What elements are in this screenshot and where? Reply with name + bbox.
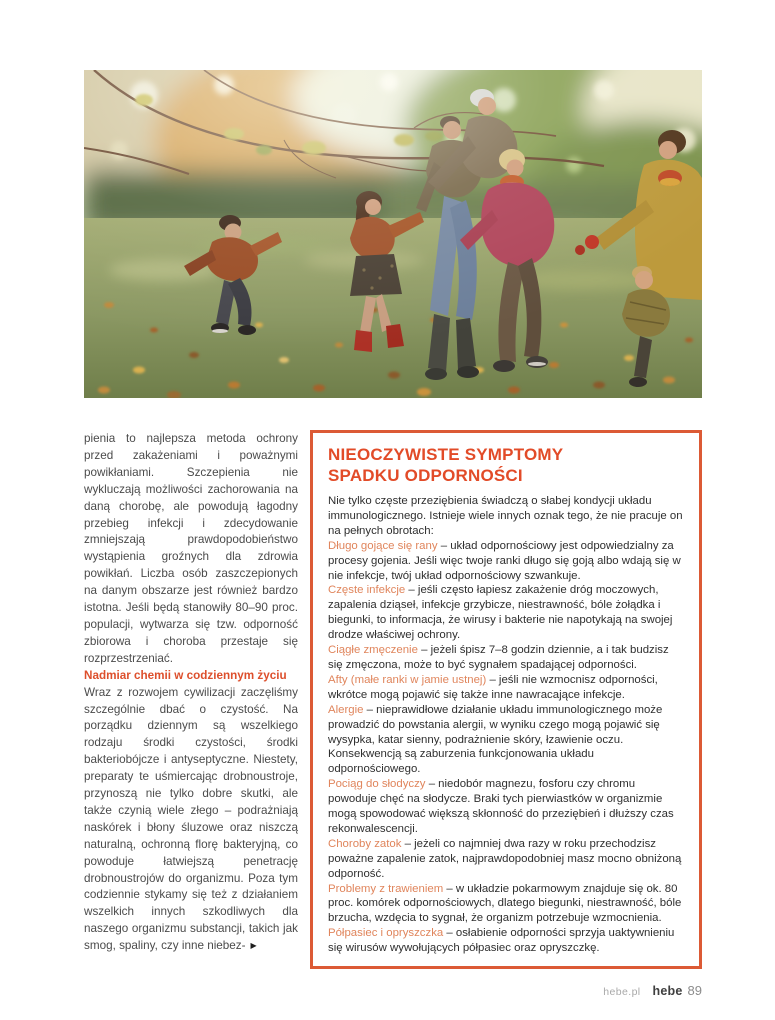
symptom-box-title-line1: NIEOCZYWISTE SYMPTOMY xyxy=(328,445,564,464)
symptom-item xyxy=(328,583,684,643)
symptom-box-title xyxy=(328,445,684,486)
family-photo xyxy=(84,70,702,398)
symptom-description: – nieprawidłowe działanie układu immunologicznego może prowadzić do powstania alergii, w wyniku czego mogą pojawić się wysypka, katar sienny, podrażnienie skóry, łzawienie oczu. Konsekwencją są zaburzenia funkcjonowania układu odpornościowego. xyxy=(328,703,663,776)
symptom-description: – w układzie pokarmowym znajduje się ok. 80 proc. komórek odpornościowych, dlatego biegunki, niestrawność, bóle brzucha, wzdęcia to sygnał, że organizm potrzebuje wzmocnienia. xyxy=(328,882,682,925)
symptom-description: – układ odpornościowy jest odpowiedzialny za procesy gojenia. Jeśli więc twoje ranki długo się goją albo wdają się w nie infekcje, twój układ odpornościowy szwankuje. xyxy=(328,539,681,582)
symptom-item xyxy=(328,882,684,927)
symptom-description: – osłabienie odporności sprzyja uaktywnieniu się wirusów wywołujących półpasiec oraz opryszczkę. xyxy=(328,927,675,955)
symptom-term: Alergie xyxy=(328,703,364,716)
symptom-item xyxy=(328,777,684,837)
symptom-term: Problemy z trawieniem xyxy=(328,882,444,895)
symptom-term: Częste infekcje xyxy=(328,584,406,597)
photo-sunlight-overlay xyxy=(84,70,702,398)
symptom-item xyxy=(328,837,684,882)
symptom-box-title-line2: SPADKU ODPORNOŚCI xyxy=(328,465,523,485)
footer xyxy=(603,983,702,998)
symptom-term: Półpasiec i opryszczka xyxy=(328,927,444,940)
family-photo-illustration xyxy=(84,70,702,398)
symptom-description: – jeżeli śpisz 7–8 godzin dziennie, a i tak budzisz się zmęczona, może to być sygnałem spadającej odporności. xyxy=(328,644,669,671)
symptom-list xyxy=(328,539,684,956)
section-heading: Nadmiar chemii w codziennym życiu xyxy=(84,668,287,682)
symptom-description: – jeśli często łapiesz zakażenie dróg moczowych, zapalenia dziąseł, infekcje grzybicze, niestrawność, bóle żołądka i biegunki, to informacja, że wirusy i bakterie nie napotykają na swojej drodze właściwej ochrony. xyxy=(328,584,673,642)
article-column xyxy=(84,431,298,955)
article-paragraph-2 xyxy=(84,685,298,956)
symptom-description: – niedobór magnezu, fosforu czy chromu powoduje chęć na słodycze. Braki tych pierwiastków w organizmie mogą spowodować większą skłonność do przeziębień i dłuższy czas rekonwalescencji. xyxy=(328,778,674,835)
continuation-arrow-icon: ▶ xyxy=(250,941,257,951)
symptom-item xyxy=(328,703,684,778)
article-paragraph-1: pienia to najlepsza metoda ochrony przed zakażeniami i poważnymi powikłaniami. Szczepienia nie wykluczają możliwości zachorowania na daną chorobę, ale powodują łagodny przebieg infekcji i zdecydowanie zmniejszają prawdopodobieństwo wystąpienia groźnych dla zdrowia powikłań. Liczba osób zaszczepionych na danym obszarze jest również bardzo istotna. Jeśli będą stanowiły 80–90 proc. populacji, wytwarza się tzw. odporność zbiorowa i choroba przestaje się rozprzestrzeniać. xyxy=(84,432,298,665)
symptom-description: – jeżeli co najmniej dwa razy w roku przechodzisz poważne zapalenie zatok, najprawdopodobniej masz mocno obniżoną odporność. xyxy=(328,837,682,880)
article-paragraph-2-text: Wraz z rozwojem cywilizacji zaczęliśmy szczególnie dbać o czystość. Na porządku dziennym są wszelkiego rodzaju środki czystości, środki bakteriobójcze i antyseptyczne. Niestety, preparaty te uśmiercając drobnoustroje, przynoszą nie tylko dobre skutki, ale także czynią wiele złego – podrażniają naskórek i błony śluzowe oraz niszczą naturalną, ochronną florę bakteryjną, co powoduje łatwiejszą penetrację drobnoustrojów do organizmu. Poza tym codziennie stykamy się też z działaniem wszelkich innych szkodliwych dla naszego organizmu substancji, takich jak smog, spaliny, czy inne niebez- xyxy=(84,685,298,953)
symptom-term: Choroby zatok xyxy=(328,837,402,850)
symptom-term: Pociąg do słodyczy xyxy=(328,778,426,791)
symptom-item xyxy=(328,673,684,703)
symptom-term: Afty (małe ranki w jamie ustnej) xyxy=(328,673,487,686)
symptom-item xyxy=(328,539,684,584)
symptom-item xyxy=(328,643,684,673)
symptom-item xyxy=(328,926,684,956)
symptom-box-intro: Nie tylko częste przeziębienia świadczą o słabej kondycji układu immunologicznego. Istnieje wiele innych oznak tego, że nie pracuje on na pełnych obrotach: xyxy=(328,495,683,537)
magazine-logo: hebe xyxy=(652,984,683,998)
symptom-box-body xyxy=(328,494,684,956)
symptom-description: – jeśli nie wzmocnisz odporności, wkrótce mogą pojawić się także inne nawracające infekcje. xyxy=(328,673,658,701)
symptom-term: Ciągłe zmęczenie xyxy=(328,644,418,657)
symptom-term: Długo gojące się rany xyxy=(328,539,438,552)
page-number: 89 xyxy=(687,983,702,998)
symptom-box xyxy=(310,430,702,969)
site-url: hebe.pl xyxy=(603,986,641,998)
